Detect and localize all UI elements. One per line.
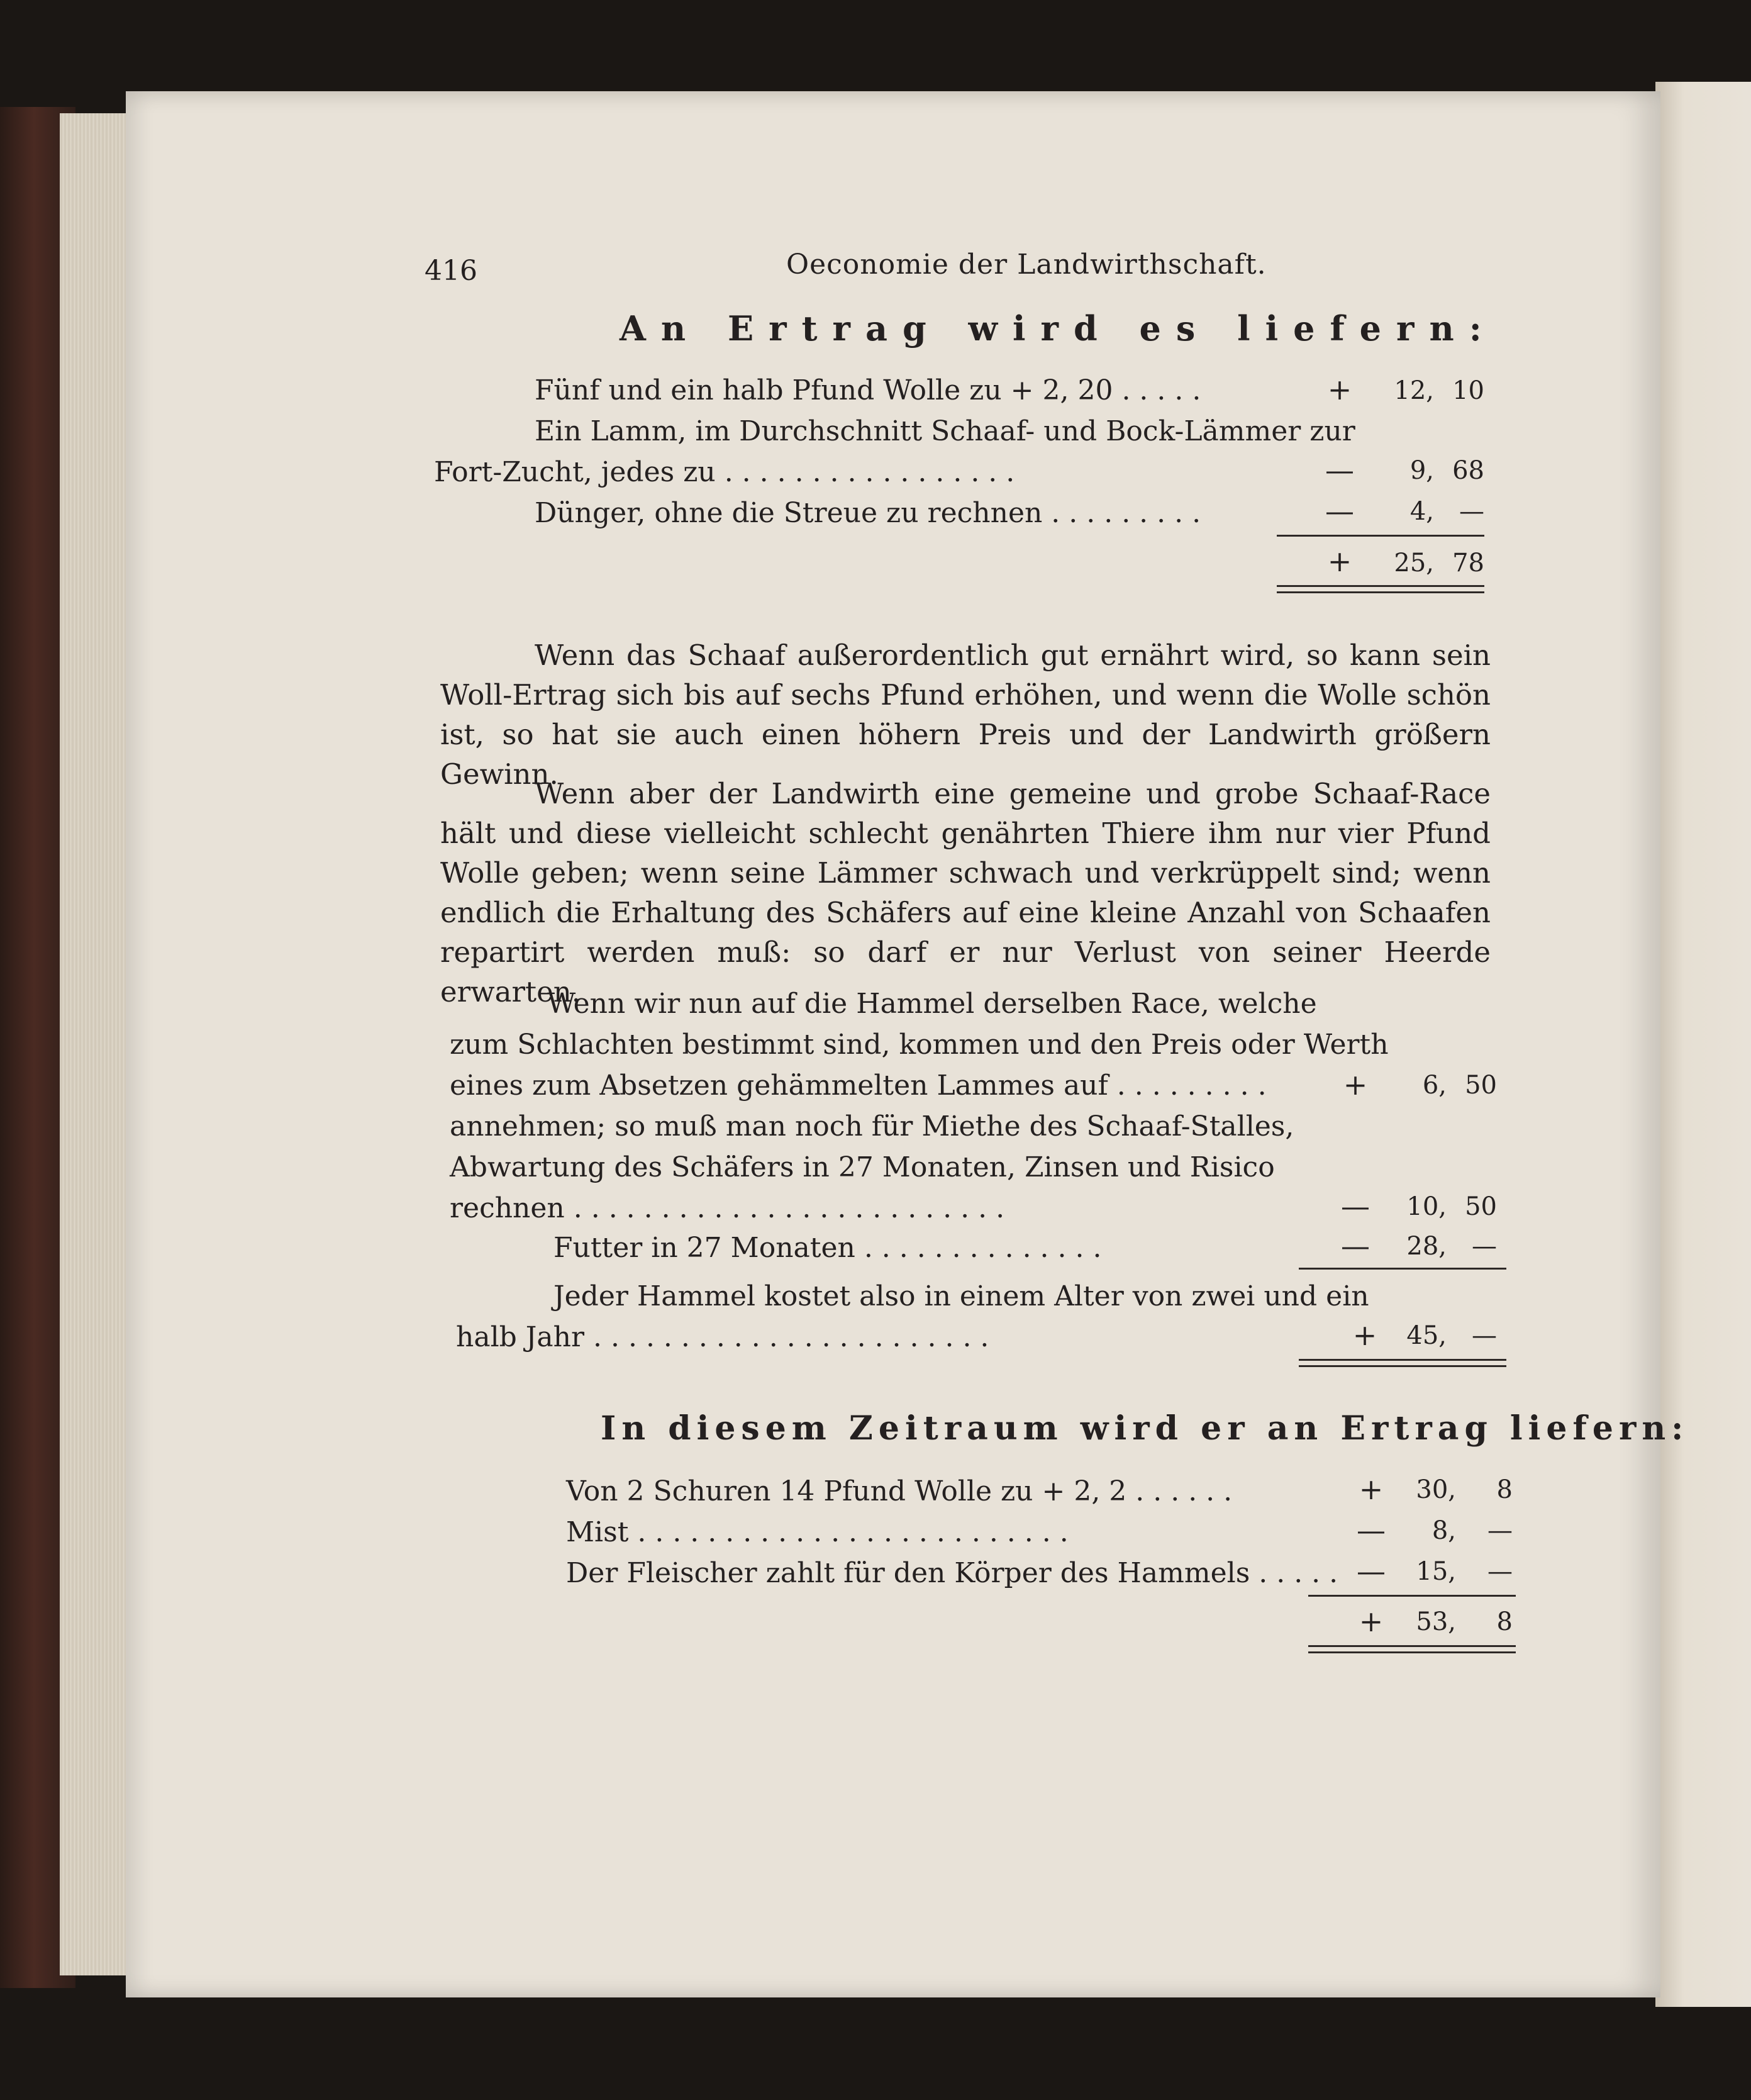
ledger-row-sign: — bbox=[1357, 1513, 1386, 1547]
ledger-row-value-b: 68 bbox=[1452, 456, 1484, 485]
ledger-row-text: eines zum Absetzen gehämmelten Lammes auf . . . . . . . . . bbox=[450, 1070, 1267, 1102]
total-double-rule bbox=[1299, 1359, 1506, 1361]
ledger-row-value-b: 8 bbox=[1496, 1475, 1513, 1504]
ledger-row-sign: + bbox=[1327, 372, 1352, 406]
ledger-row-text: Wenn wir nun auf die Hammel derselben Race, welche bbox=[547, 988, 1317, 1020]
ledger-row-value-a: 9, bbox=[1409, 456, 1434, 485]
ledger-row-value-b: 50 bbox=[1465, 1192, 1497, 1221]
ledger-row-sign: — bbox=[1325, 494, 1354, 528]
ledger-row-text: Fünf und ein halb Pfund Wolle zu + 2, 20 . . . . . bbox=[535, 374, 1201, 406]
ledger-row-sign: + bbox=[1359, 1472, 1384, 1506]
ledger-row-value-b: — bbox=[1459, 497, 1484, 526]
ledger-row-text: Dünger, ohne die Streue zu rechnen . . . . . . . . . bbox=[535, 497, 1201, 529]
ledger-row-text: Der Fleischer zahlt für den Körper des Hammels . . . . . bbox=[566, 1557, 1338, 1589]
ledger-row-value-a: 4, bbox=[1409, 497, 1434, 526]
ledger-row-text: Von 2 Schuren 14 Pfund Wolle zu + 2, 2 . . . . . . bbox=[566, 1475, 1233, 1507]
ledger-row-text: annehmen; so muß man noch für Miethe des Schaaf-Stalles, bbox=[450, 1110, 1294, 1142]
ledger-row-sign: — bbox=[1341, 1189, 1370, 1223]
ledger-row-text: Jeder Hammel kostet also in einem Alter von zwei und ein bbox=[553, 1280, 1369, 1312]
ledger-row-text: Mist . . . . . . . . . . . . . . . . . . . . . . . . . bbox=[566, 1516, 1069, 1548]
ledger-row-value-b: 10 bbox=[1452, 376, 1484, 405]
ledger-total-value-a: 45, bbox=[1406, 1321, 1447, 1350]
paragraph bbox=[440, 635, 1491, 794]
ledger-row-value-a: 8, bbox=[1431, 1516, 1456, 1545]
sum-rule bbox=[1277, 535, 1484, 537]
ledger-total-sign: + bbox=[1327, 544, 1352, 578]
sum-rule bbox=[1308, 1595, 1516, 1597]
ledger-row-text: Futter in 27 Monaten . . . . . . . . . . . . . . bbox=[553, 1232, 1102, 1264]
ledger-row-value-a: 15, bbox=[1416, 1557, 1456, 1586]
ledger-total-value-a: 53, bbox=[1416, 1607, 1456, 1636]
total-double-rule bbox=[1277, 591, 1484, 593]
ledger-row-value-a: 30, bbox=[1416, 1475, 1456, 1504]
ledger-total-sign: + bbox=[1352, 1318, 1377, 1352]
ledger-row-sign: — bbox=[1341, 1229, 1370, 1263]
ledger-row-text: Ein Lamm, im Durchschnitt Schaaf- und Bock-Lämmer zur bbox=[535, 415, 1355, 447]
ledger-row-sign: — bbox=[1325, 453, 1354, 487]
ledger-row-text: halb Jahr . . . . . . . . . . . . . . . . . . . . . . . bbox=[456, 1321, 989, 1353]
total-double-rule bbox=[1308, 1645, 1516, 1647]
section-heading-2: In diesem Zeitraum wird er an Ertrag liefern: bbox=[601, 1409, 1689, 1448]
ledger-row-value-b: — bbox=[1487, 1557, 1513, 1586]
ledger-row-value-a: 28, bbox=[1406, 1232, 1447, 1261]
ledger-row-value-a: 10, bbox=[1406, 1192, 1447, 1221]
sum-rule bbox=[1299, 1268, 1506, 1270]
ledger-total-value-b: — bbox=[1472, 1321, 1497, 1350]
total-double-rule bbox=[1277, 585, 1484, 587]
paragraph-text: Wenn aber der Landwirth eine gemeine und grobe Schaaf-Race hält und diese vielleicht schlecht genährten Thiere ihm nur vier Pfund Wolle geben; wenn seine Lämmer schwach und verkrüppelt sind; wenn endlich die Erhaltung des Schäfers auf eine kleine Anzahl von Schaafen repartirt werden muß: so darf er nur Verlust von seiner Heerde erwarten. bbox=[440, 777, 1491, 1008]
ledger-row-value-b: — bbox=[1472, 1232, 1497, 1261]
ledger-row-value-a: 12, bbox=[1394, 376, 1434, 405]
ledger-row-sign: + bbox=[1343, 1068, 1368, 1102]
total-double-rule bbox=[1308, 1651, 1516, 1653]
ledger-row-value-b: 50 bbox=[1465, 1071, 1497, 1100]
ledger-row-value-a: 6, bbox=[1422, 1071, 1447, 1100]
page-number: 416 bbox=[425, 255, 477, 287]
paragraph bbox=[440, 774, 1491, 1012]
page-edges bbox=[60, 113, 135, 1975]
facing-page-edge bbox=[1655, 82, 1751, 2007]
ledger-total-value-a: 25, bbox=[1394, 549, 1434, 578]
section-heading-1: An Ertrag wird es liefern: bbox=[620, 308, 1497, 349]
ledger-row-value-b: — bbox=[1487, 1516, 1513, 1545]
ledger-total-value-b: 8 bbox=[1496, 1607, 1513, 1636]
ledger-row-sign: — bbox=[1357, 1554, 1386, 1588]
ledger-total-sign: + bbox=[1359, 1604, 1384, 1638]
total-double-rule bbox=[1299, 1365, 1506, 1367]
paragraph-text: Wenn das Schaaf außerordentlich gut ernährt wird, so kann sein Woll-Ertrag sich bis auf sechs Pfund erhöhen, und wenn die Wolle schön ist, so hat sie auch einen höhern Preis und der Landwirth größern Gewinn. bbox=[440, 639, 1491, 791]
running-title: Oeconomie der Landwirthschaft. bbox=[786, 249, 1267, 281]
ledger-row-text: Abwartung des Schäfers in 27 Monaten, Zinsen und Risico bbox=[450, 1151, 1275, 1183]
ledger-row-text: Fort-Zucht, jedes zu . . . . . . . . . . . . . . . . . bbox=[434, 456, 1015, 488]
ledger-total-value-b: 78 bbox=[1452, 549, 1484, 578]
ledger-row-text: zum Schlachten bestimmt sind, kommen und den Preis oder Werth bbox=[450, 1029, 1389, 1061]
ledger-row-text: rechnen . . . . . . . . . . . . . . . . . . . . . . . . . bbox=[450, 1192, 1005, 1224]
